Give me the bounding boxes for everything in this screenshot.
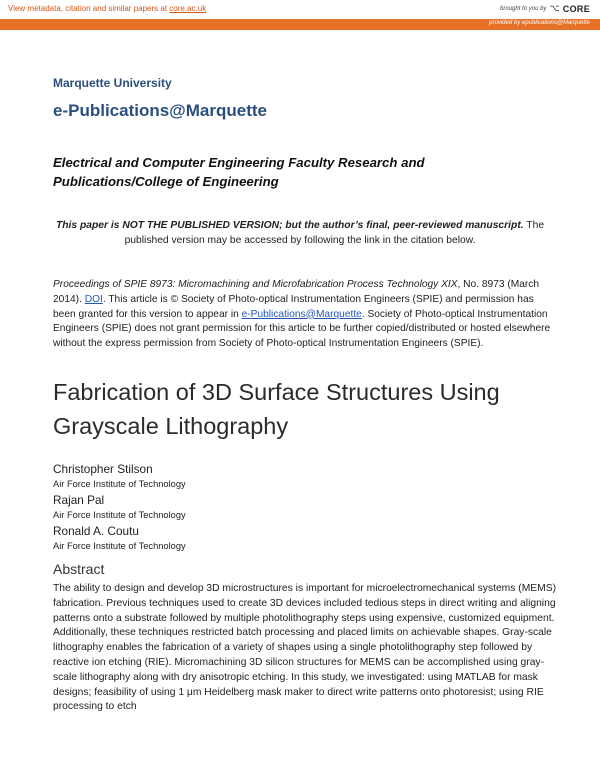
author-entry: [53, 492, 186, 522]
core-meta-label: View metadata, citation and similar papers at: [8, 4, 168, 13]
notice-rest: The published version may be accessed by following the link in the citation below.: [124, 220, 545, 246]
author-name: Ronald A. Coutu: [53, 524, 139, 538]
author-affiliation: Air Force Institute of Technology: [53, 510, 186, 520]
brought-by-text: brought to you by: [500, 5, 547, 12]
core-metadata-text: [8, 4, 206, 13]
notice-bold-part: This paper is NOT THE PUBLISHED VERSION;: [55, 220, 283, 231]
author-list: [53, 461, 186, 554]
epublications-link[interactable]: e-Publications@Marquette: [241, 308, 362, 320]
core-ac-uk-link[interactable]: core.ac.uk: [169, 4, 207, 13]
abstract-heading: Abstract: [53, 561, 105, 577]
paper-title: Fabrication of 3D Surface Structures Using Grayscale Lithography: [53, 379, 500, 439]
core-logo-icon: ⌥: [549, 3, 560, 13]
author-entry: [53, 523, 186, 553]
author-affiliation: Air Force Institute of Technology: [53, 541, 186, 551]
citation-part-2: . This article is © Society of Photo-optical Instrumentation Engineers (SPIE) and permission has been granted for this version to appear in: [53, 293, 534, 320]
citation-part-1: , No. 8973 (March 2014).: [53, 279, 540, 305]
author-name: Rajan Pal: [53, 493, 105, 507]
author-affiliation: Air Force Institute of Technology: [53, 479, 186, 489]
repository-name: e-Publications@Marquette: [53, 101, 267, 120]
core-brand[interactable]: [500, 3, 590, 14]
core-logo-text: CORE: [562, 3, 590, 14]
citation-block: [53, 278, 558, 352]
version-notice: [40, 218, 560, 248]
provided-by-text[interactable]: provided by epublications@Marquette: [489, 20, 590, 26]
proceedings-title: Proceedings of SPIE 8973: Micromachining and Microfabrication Process Technology XIX: [53, 279, 458, 290]
notice-bold-part-2: but the author’s final, peer-reviewed manuscript.: [285, 220, 524, 231]
core-banner: [0, 0, 600, 30]
author-entry: [53, 461, 186, 491]
doi-link[interactable]: DOI: [84, 293, 103, 305]
abstract-text: The ability to design and develop 3D microstructures is important for microelectromechanical systems (MEMS) fabrication. Previous techniques used to create 3D devices included tedious steps in direct writing and aligning patterns onto a substrate followed by multiple photolithography steps using expensive, customized equipment. Additionally, these techniques restricted batch processing and placed limits on achievable shapes. Gray-scale lithography enables the fabrication of a variety of shapes using a single photolithography step followed by reactive ion etching (RIE). Micromachining 3D silicon structures for MEMS can be accomplished using gray-scale lithography along with dry anisotropic etching. In this study, we investigated: using MATLAB for mask designs; feasibility of using 1 μm Heidelberg mask maker to direct write patterns onto photoresist; using RIE processing to etch: [53, 583, 557, 713]
citation-part-3: . Society of Photo-optical Instrumentation Engineers (SPIE) does not grant permission for this article to be further copied/distributed or hosted elsewhere without the express permission from Society of Photo-optical Instrumentation Engineers (SPIE).: [53, 308, 551, 350]
author-name: Christopher Stilson: [53, 462, 153, 476]
department-heading: Electrical and Computer Engineering Faculty Research and Publications/College of Engineering: [53, 155, 425, 189]
university-name: Marquette University: [53, 76, 172, 90]
